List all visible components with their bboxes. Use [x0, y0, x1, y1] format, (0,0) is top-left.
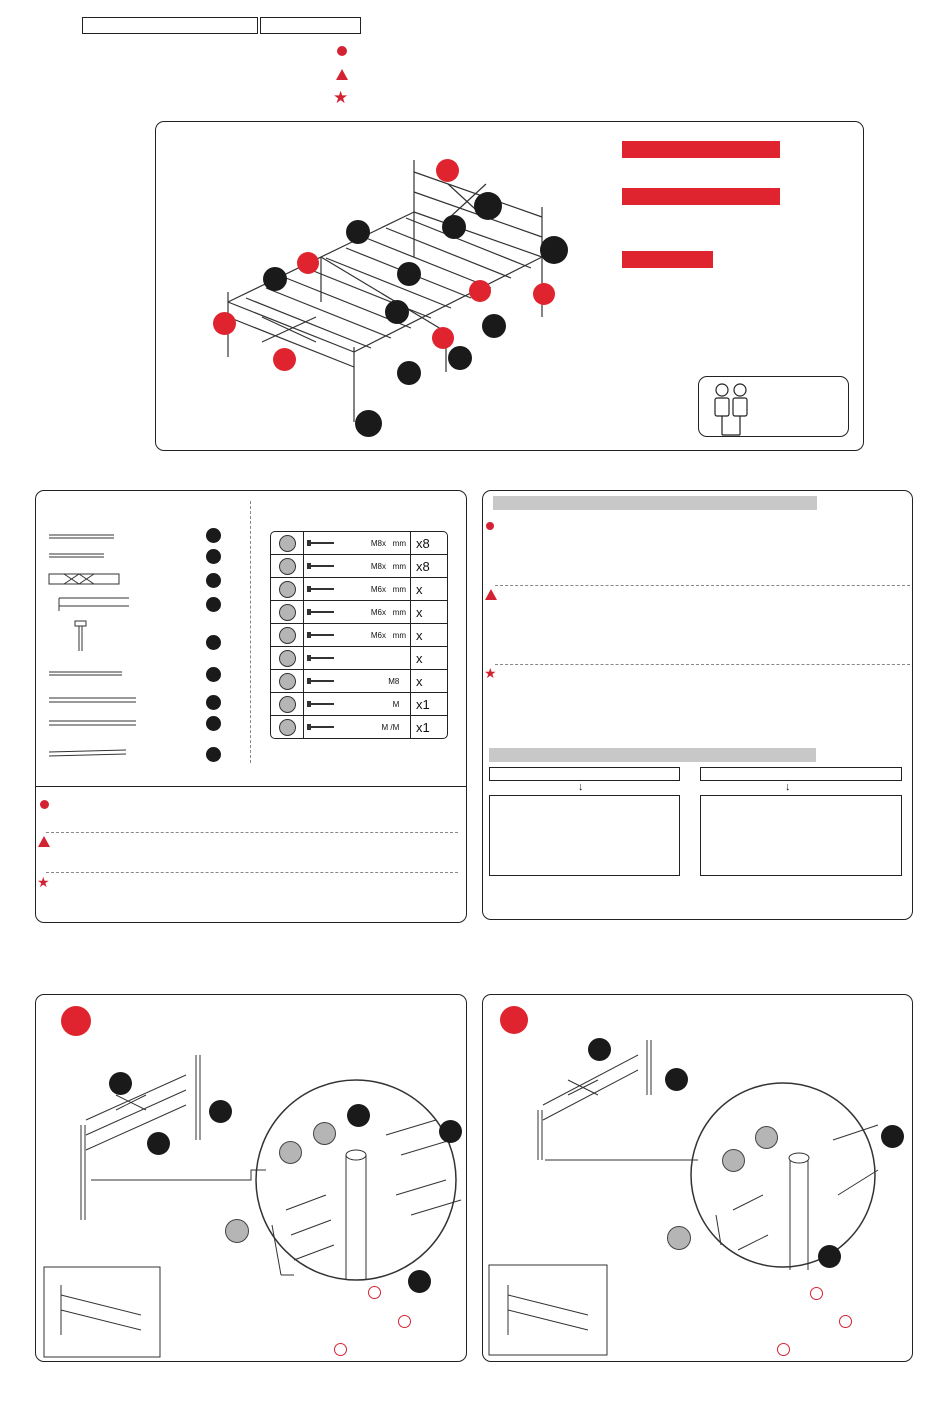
hardware-size: [338, 647, 411, 669]
hardware-row: [271, 693, 447, 716]
info-circle-icon: [486, 522, 494, 530]
hardware-code-cell: [271, 647, 304, 669]
flow-box-left: [489, 795, 680, 876]
hardware-code-cell: [271, 624, 304, 646]
part-id-7: [206, 695, 221, 710]
hardware-size-text: M8: [388, 676, 400, 686]
step-1-hardware-1: [313, 1122, 336, 1145]
callout-black-2: [346, 220, 370, 244]
hardware-icon: [304, 578, 338, 600]
callout-black-11: [355, 410, 382, 437]
callout-red-3: [469, 280, 491, 302]
hardware-size: [338, 716, 411, 738]
callout-black-5: [263, 267, 287, 291]
step-1-callout-2: [209, 1100, 232, 1123]
step-1-callout-6: [408, 1270, 431, 1293]
step-1-callout-5: [439, 1120, 462, 1143]
info-header-bar: [493, 496, 817, 510]
hardware-row: [271, 624, 447, 647]
hardware-code-circle: [279, 535, 296, 552]
legend-triangle-icon: [336, 69, 348, 80]
hardware-code-cell: [271, 601, 304, 623]
hardware-size: [338, 532, 411, 554]
note-divider-2: [46, 872, 458, 873]
hardware-size-text: M: [392, 699, 400, 709]
callout-red-1: [436, 159, 459, 182]
hardware-unit-text: mm: [392, 630, 406, 640]
hardware-row: [271, 555, 447, 578]
hardware-unit-text: mm: [392, 538, 406, 548]
hardware-unit-text: mm: [392, 607, 406, 617]
callout-red-4: [533, 283, 555, 305]
info-divider-1: [495, 585, 910, 586]
info-bar-1: [622, 141, 780, 158]
callout-black-4: [540, 236, 568, 264]
hardware-size-text: M6x: [370, 607, 386, 617]
step-1-note-ring-1: [368, 1286, 381, 1299]
hardware-code-circle: [279, 696, 296, 713]
step-1-illustration: [36, 995, 466, 1361]
hardware-icon: [304, 647, 338, 669]
step-2-callout-3: [881, 1125, 904, 1148]
callout-black-10: [397, 361, 421, 385]
part-id-9: [206, 747, 221, 762]
hardware-icon: [304, 693, 338, 715]
hardware-icon: [304, 624, 338, 646]
step-2-note-ring-3: [777, 1343, 790, 1356]
flow-arrow-left-icon: ↓: [578, 781, 584, 793]
step-1-callout-1: [109, 1072, 132, 1095]
hardware-qty: x1: [416, 696, 430, 712]
hardware-qty: x: [416, 650, 423, 666]
step-1-callout-3: [147, 1132, 170, 1155]
hardware-code-cell: [271, 555, 304, 577]
header-field-2: [260, 17, 361, 34]
note-star-icon: ★: [37, 875, 50, 891]
hardware-code-cell: [271, 532, 304, 554]
callout-red-7: [273, 348, 296, 371]
hardware-code-cell: [271, 693, 304, 715]
flow-box-right: [700, 795, 902, 876]
hardware-qty: x: [416, 627, 423, 643]
step-2-note-ring-1: [810, 1287, 823, 1300]
hardware-icon: [304, 532, 338, 554]
legend-circle-icon: [337, 46, 347, 56]
info-triangle-icon: [485, 589, 497, 600]
flow-header-bar: [489, 748, 816, 762]
hardware-row: [271, 670, 447, 693]
info-panel: [482, 490, 913, 920]
hardware-row: [271, 647, 447, 670]
step-2-hardware-2: [722, 1149, 745, 1172]
flow-label-right: [700, 767, 902, 781]
info-divider-2: [495, 664, 910, 665]
step-2-callout-2: [665, 1068, 688, 1091]
hardware-icon: [304, 601, 338, 623]
hardware-size: [338, 555, 411, 577]
hardware-row: [271, 601, 447, 624]
hardware-code-circle: [279, 627, 296, 644]
callout-black-1: [474, 192, 502, 220]
parts-list-illustration: [44, 521, 254, 801]
hardware-code-cell: [271, 578, 304, 600]
hardware-size-text: M6x: [370, 584, 386, 594]
hardware-icon: [304, 716, 338, 738]
step-1-hardware-2: [279, 1141, 302, 1164]
info-bar-3: [622, 251, 713, 268]
step-1-note-ring-2: [398, 1315, 411, 1328]
two-person-icon: [709, 381, 759, 441]
callout-black-8: [482, 314, 506, 338]
hardware-code-cell: [271, 716, 304, 738]
info-star-icon: ★: [484, 666, 497, 682]
flow-arrow-right-icon: ↓: [785, 781, 791, 793]
hardware-size-text: M /M: [381, 722, 400, 732]
part-id-4: [206, 597, 221, 612]
callout-black-9: [448, 346, 472, 370]
hardware-unit-text: mm: [392, 584, 406, 594]
info-bar-2: [622, 188, 780, 205]
part-id-3: [206, 573, 221, 588]
callout-black-3: [442, 215, 466, 239]
callout-black-6: [397, 262, 421, 286]
hardware-size-text: M6x: [370, 630, 386, 640]
hardware-row: [271, 716, 447, 738]
callout-black-7: [385, 300, 409, 324]
hardware-size: [338, 578, 411, 600]
hardware-table: [270, 531, 448, 739]
step-2-callout-1: [588, 1038, 611, 1061]
step-1-panel: [35, 994, 467, 1362]
hardware-code-circle: [279, 719, 296, 736]
part-id-6: [206, 667, 221, 682]
hardware-icon: [304, 555, 338, 577]
step-2-hardware-1: [755, 1126, 778, 1149]
callout-red-5: [213, 312, 236, 335]
hardware-qty: x1: [416, 719, 430, 735]
overview-panel: [155, 121, 864, 451]
hardware-qty: x: [416, 604, 423, 620]
step-1-callout-4: [347, 1104, 370, 1127]
step-2-hardware-3: [667, 1226, 691, 1250]
hardware-qty: x8: [416, 535, 430, 551]
hardware-qty: x8: [416, 558, 430, 574]
hardware-code-circle: [279, 558, 296, 575]
note-triangle-icon: [38, 836, 50, 847]
hardware-code-cell: [271, 670, 304, 692]
two-person-badge: [698, 376, 849, 437]
hardware-code-circle: [279, 673, 296, 690]
step-2-note-ring-2: [839, 1315, 852, 1328]
hardware-size: [338, 601, 411, 623]
hardware-unit-text: mm: [392, 561, 406, 571]
callout-red-6: [432, 327, 454, 349]
hardware-code-circle: [279, 650, 296, 667]
hardware-size: [338, 670, 411, 692]
note-circle-icon: [40, 800, 49, 809]
step-1-note-ring-3: [334, 1343, 347, 1356]
hardware-row: [271, 532, 447, 555]
part-id-1: [206, 528, 221, 543]
step-1-hardware-3: [225, 1219, 249, 1243]
step-2-callout-4: [818, 1245, 841, 1268]
hardware-qty: x: [416, 581, 423, 597]
legend-star-icon: ★: [333, 88, 349, 108]
step-2-illustration: [483, 995, 913, 1361]
hardware-size-text: M8x: [370, 538, 386, 548]
note-divider-1: [46, 832, 458, 833]
flow-label-left: [489, 767, 680, 781]
callout-red-2: [297, 252, 319, 274]
part-id-8: [206, 716, 221, 731]
hardware-size: [338, 624, 411, 646]
hardware-size-text: M8x: [370, 561, 386, 571]
part-id-2: [206, 549, 221, 564]
step-2-panel: [482, 994, 913, 1362]
hardware-code-circle: [279, 581, 296, 598]
hardware-row: [271, 578, 447, 601]
part-id-5: [206, 635, 221, 650]
hardware-code-circle: [279, 604, 296, 621]
hardware-size: [338, 693, 411, 715]
hardware-qty: x: [416, 673, 423, 689]
hardware-icon: [304, 670, 338, 692]
header-field-1: [82, 17, 258, 34]
